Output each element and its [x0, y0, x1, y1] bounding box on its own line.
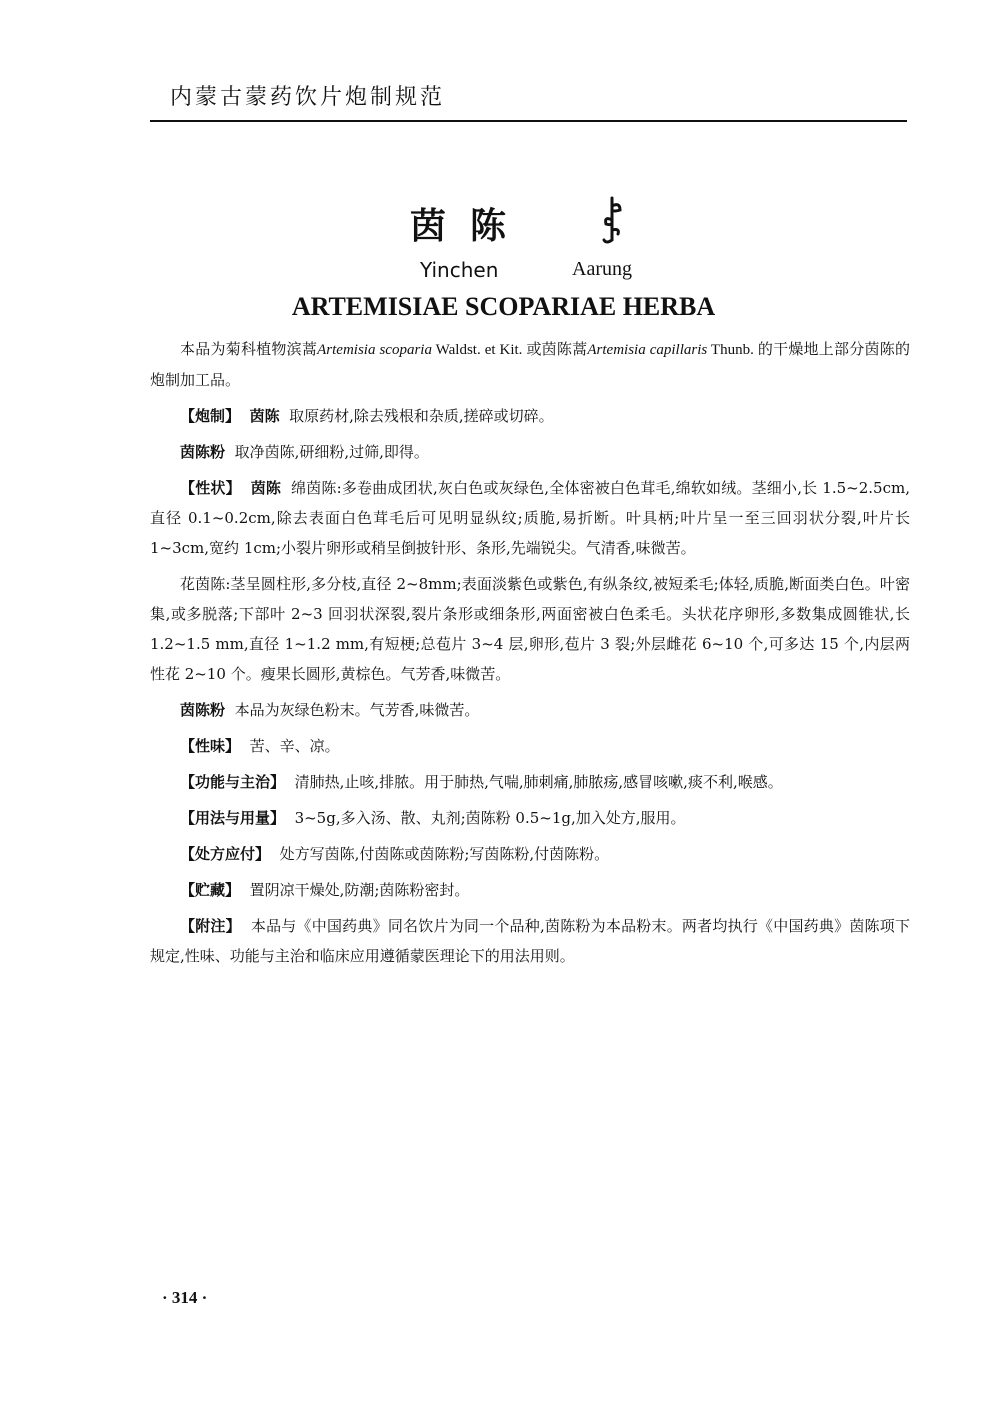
monograph-body	[150, 334, 910, 977]
section-text: 处方写茵陈,付茵陈或茵陈粉;写茵陈粉,付茵陈粉。	[279, 845, 610, 863]
item-name: 茵陈粉	[180, 443, 226, 461]
page-number: · 314 ·	[162, 1288, 208, 1307]
species-author: Waldst. et Kit.	[431, 342, 527, 358]
processing-section	[150, 401, 910, 431]
section-label: 【贮藏】	[180, 881, 241, 899]
section-label: 【用法与用量】	[180, 809, 286, 827]
pinyin-name: Yinchen	[420, 258, 499, 282]
properties-section	[150, 473, 910, 563]
chinese-title: 茵陈	[410, 205, 531, 247]
section-label: 【处方应付】	[180, 845, 271, 863]
properties-paragraph-2	[150, 569, 910, 689]
item-name: 茵陈	[250, 479, 282, 497]
prescription-section	[150, 839, 910, 869]
intro-paragraph	[150, 334, 910, 395]
section-text: 取净茵陈,研细粉,过筛,即得。	[234, 443, 429, 461]
species-name: Artemisia scoparia	[317, 342, 432, 358]
section-text: 本品与《中国药典》同名饮片为同一个品种,茵陈粉为本品粉末。两者均执行《中国药典》茵陈项下规定,性味、功能与主治和临床应用遵循蒙医理论下的用法用则。	[150, 917, 910, 965]
species-author: Thunb.	[707, 342, 758, 358]
section-label: 【功能与主治】	[180, 773, 286, 791]
section-text: 本品为灰绿色粉末。气芳香,味微苦。	[234, 701, 480, 719]
intro-text: 或茵陈蒿	[526, 340, 588, 358]
intro-text: 本品为菊科植物滨蒿	[180, 340, 318, 358]
section-text: 花茵陈:茎呈圆柱形,多分枝,直径 2~8mm;表面淡紫色或紫色,有纵条纹,被短柔毛;体轻,质脆,断面类白色。叶密集,或多脱落;下部叶 2~3 回羽状深裂,裂片条形或细条形,两面密被白色柔毛。头状花序卵形,多数集成圆锥状,长 1.2~1.5 mm,直径 1~1.2 mm,有短梗;总苞片 3~4 层,卵形,苞片 3 裂;外层雌花 6~10 个,可多达 15 个,内层两性花 2~10 个。瘦果长圆形,黄棕色。气芳香,味微苦。	[150, 575, 910, 683]
taste-section	[150, 731, 910, 761]
section-text: 取原药材,除去残根和杂质,搓碎或切碎。	[289, 407, 554, 425]
processing-powder	[150, 437, 910, 467]
section-label: 【性味】	[180, 737, 241, 755]
mongolian-latin-name: Aarung	[572, 258, 632, 280]
section-label: 【附注】	[180, 917, 241, 935]
item-name: 茵陈粉	[180, 701, 226, 719]
storage-section	[150, 875, 910, 905]
mongolian-script-icon	[600, 196, 624, 246]
section-label: 【性状】	[180, 479, 241, 497]
item-name: 茵陈	[249, 407, 280, 425]
intro-text: 的干燥地上部分茵陈的炮制加工品。	[150, 340, 910, 389]
note-section	[150, 911, 910, 971]
latin-title: ARTEMISIAE SCOPARIAE HERBA	[291, 292, 716, 321]
section-label: 【炮制】	[180, 407, 241, 425]
section-text: 绵茵陈:多卷曲成团状,灰白色或灰绿色,全体密被白色茸毛,绵软如绒。茎细小,长 1.5~2.5cm,直径 0.1~0.2cm,除去表面白色茸毛后可见明显纵纹;质脆,易折断。叶具柄;叶片呈一至三回羽状分裂,叶片长 1~3cm,宽约 1cm;小裂片卵形或稍呈倒披针形、条形,先端锐尖。气清香,味微苦。	[150, 479, 910, 557]
header-rule	[150, 120, 907, 122]
section-text: 置阴凉干燥处,防潮;茵陈粉密封。	[249, 881, 470, 899]
species-name: Artemisia capillaris	[587, 342, 708, 358]
running-header: 内蒙古蒙药饮片炮制规范	[170, 85, 446, 110]
usage-section	[150, 803, 910, 833]
properties-powder	[150, 695, 910, 725]
section-text: 3~5g,多入汤、散、丸剂;茵陈粉 0.5~1g,加入处方,服用。	[294, 809, 686, 827]
section-text: 清肺热,止咳,排脓。用于肺热,气喘,肺刺痛,肺脓疡,感冒咳嗽,痰不利,喉感。	[294, 773, 783, 791]
section-text: 苦、辛、凉。	[249, 737, 340, 755]
title-row	[0, 198, 1007, 248]
function-section	[150, 767, 910, 797]
